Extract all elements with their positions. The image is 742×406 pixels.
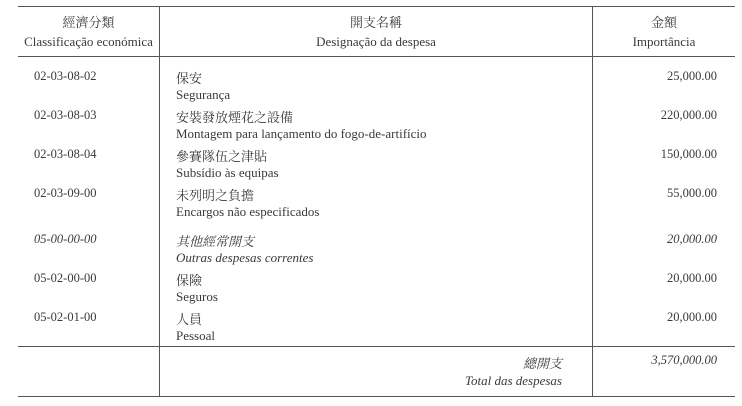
header-code-pt: Classificação económica [24,34,153,49]
header-amount-zh: 金額 [650,15,677,30]
row-code: 05-00-00-00 [34,232,97,246]
table-row [18,64,735,104]
row-code: 05-02-01-00 [34,310,97,324]
row-desc-zh: 保安 [176,71,203,86]
row-desc-zh: 人員 [176,312,203,327]
row-code: 02-03-09-00 [34,186,97,200]
total-label-pt: Total das despesas [464,373,562,388]
table-row [18,266,735,306]
total-divider [18,346,735,347]
row-desc-pt: Subsídio às equipas [176,165,279,180]
row-desc-zh: 其他經常開支 [176,234,255,249]
row-code: 02-03-08-03 [34,108,97,122]
row-amount: 20,000.00 [667,310,717,324]
row-amount: 220,000.00 [660,108,717,122]
row-desc-pt: Encargos não especificados [176,204,320,219]
expense-table [18,6,735,397]
row-amount: 150,000.00 [660,147,717,161]
table-row [18,103,735,143]
header-designation [160,13,592,51]
row-amount: 55,000.00 [667,186,717,200]
row-desc-pt: Outras despesas correntes [176,250,314,265]
row-amount: 20,000.00 [667,271,717,285]
table-row [18,181,735,221]
header-amount [593,13,735,51]
row-amount: 20,000.00 [667,232,717,246]
row-code: 02-03-08-04 [34,147,97,161]
header-amount-pt: Importância [632,34,696,49]
row-desc-zh: 保險 [176,273,203,288]
header-desc-pt: Designação da despesa [316,34,436,49]
table-row [18,142,735,182]
row-desc-pt: Segurança [176,87,231,102]
row-amount: 25,000.00 [667,69,717,83]
row-desc-zh: 參賽隊伍之津貼 [176,149,268,164]
table-row [18,227,735,267]
table-row [18,305,735,345]
row-code: 02-03-08-02 [34,69,97,83]
row-desc-pt: Pessoal [176,328,215,343]
header-desc-zh: 開支名稱 [349,15,402,30]
total-label-zh: 總開支 [522,356,562,371]
header-divider [18,56,735,57]
header-economic-classification [18,13,159,51]
row-desc-zh: 安裝發放煙花之設備 [176,110,294,125]
row-desc-pt: Seguros [176,289,218,304]
header-code-zh: 經濟分類 [62,15,115,30]
row-desc-zh: 未列明之負擔 [176,188,255,203]
row-desc-pt: Montagem para lançamento do fogo-de-artifício [176,126,427,141]
total-amount: 3,570,000.00 [651,353,717,367]
row-code: 05-02-00-00 [34,271,97,285]
